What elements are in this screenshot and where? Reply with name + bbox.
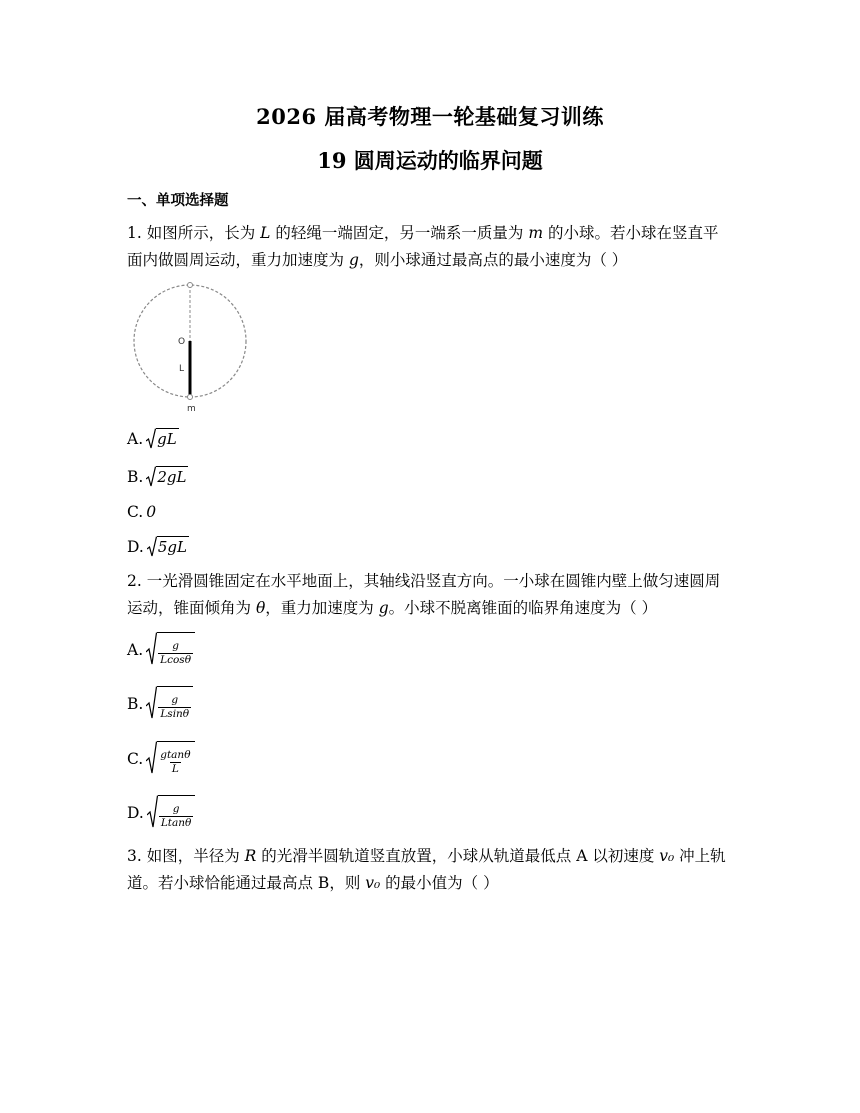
fraction: $\frac{g}{Ltan\theta}$ [160,803,192,829]
fraction: $\frac{g}{Lsin\theta}$ [160,694,190,720]
radical-sign [146,632,157,666]
radical-sign [147,536,157,558]
option-1a: A. gL [127,430,177,448]
question-number: 2. [127,572,142,590]
radical-sign [146,741,157,775]
top-point-marker [188,283,193,288]
radical-sign [146,686,157,720]
document-title: 2026 届高考物理一轮基础复习训练 [256,104,604,129]
question-1: 1. 如图所示，长为 L 的轻绳一端固定，另一端系一质量为 m 的小球。若小球在竖直平面内做圆周运动，重力加速度为 g，则小球通过最高点的最小速度为（ ） [127,224,719,269]
circle-diagram [127,277,257,417]
option-2d: D. $\frac{g}{Ltan\theta}$ [127,795,195,830]
question-number: 3. [127,847,142,865]
sqrt-fraction-expression [146,632,195,667]
rope-length-label: L [179,364,185,374]
sqrt-expression: 2gL [146,466,188,488]
fraction: $\frac{g}{Lcos\theta}$ [160,640,192,666]
ball-marker [188,395,193,400]
radical-sign [146,428,156,450]
option-1b: B. 2gL [127,468,187,486]
section-heading: 一、单项选择题 [127,192,229,209]
option-2a: A. $\frac{g}{Lcos\theta}$ [127,632,195,667]
mass-label: m [187,404,196,414]
option-1c: C. 0 [127,503,157,521]
question-3: 3. 如图，半径为 R 的光滑半圆轨道竖直放置，小球从轨道最低点 A 以初速度 v₀ 冲上轨道。若小球恰能通过最高点 B，则 v₀ 的最小值为（ ） [127,847,726,892]
center-label: O [178,337,186,347]
sqrt-expression: gL [146,428,179,450]
option-1d: D. 5gL [127,538,187,556]
sqrt-fraction-expression [147,795,196,830]
sqrt-fraction-expression [146,741,194,776]
question-2: 2. 一光滑圆锥固定在水平地面上，其轴线沿竖直方向。一小球在圆锥内壁上做匀速圆周运动，锥面倾角为 θ，重力加速度为 g。小球不脱离锥面的临界角速度为（ ） [127,572,721,617]
radical-sign [146,466,156,488]
sqrt-fraction-expression [146,686,193,721]
fraction: $\frac{gtan\theta}{L}$ [160,749,191,775]
radical-sign [147,795,158,829]
option-2b: B. $\frac{g}{Lsin\theta}$ [127,686,193,721]
question-number: 1. [127,224,142,242]
option-2c: C. $\frac{gtan\theta}{L}$ [127,741,195,776]
sqrt-expression: 5gL [147,536,189,558]
circular-motion-figure [127,277,257,417]
document-subtitle: 19 圆周运动的临界问题 [317,148,543,173]
